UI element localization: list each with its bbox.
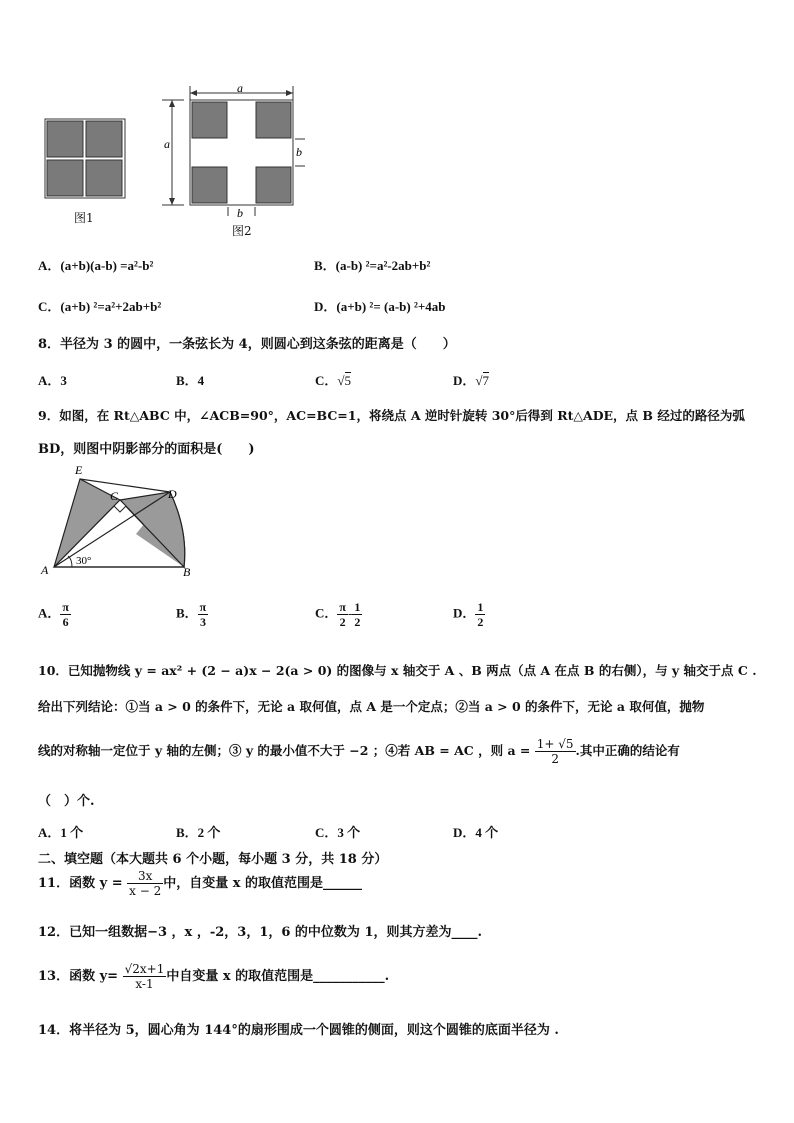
fraction — [127, 869, 163, 898]
fig2-label-a-top: a — [237, 81, 243, 95]
q11 — [38, 869, 362, 898]
q14: 14．将半径为 5，圆心角为 144°的扇形围成一个圆锥的侧面，则这个圆锥的底面半径为 . — [38, 1023, 559, 1038]
fraction — [352, 600, 362, 629]
fig1-square-tl — [47, 121, 83, 157]
q12: 12．已知一组数据−3 ，x ，-2，3，1，6 的中位数为 1，则其方差为____. — [38, 925, 483, 940]
q10-line4: （ ）个. — [38, 794, 95, 809]
q10-option-a: A．1 个 — [38, 825, 84, 840]
q10-line3-pre: 线的对称轴一定位于 y 轴的左侧；③ y 的最小值不大于 −2 ；④若 AB = AC ，则 a = — [38, 743, 531, 758]
q9-option-a — [38, 600, 71, 629]
fig2-label-a-left: a — [164, 137, 170, 151]
denominator: 6 — [62, 615, 69, 629]
denominator: 2 — [477, 615, 484, 629]
fig2-square-tr — [256, 102, 291, 138]
q9-line2: BD，则图中阴影部分的面积是( ) — [38, 442, 255, 457]
q7-option-c: C．(a+b) ²=a²+2ab+b² — [38, 299, 162, 314]
q8-option-d-prefix: D． — [453, 373, 476, 388]
sqrt-symbol: √ — [337, 373, 345, 388]
fraction — [337, 600, 348, 629]
numerator: 1 — [477, 600, 484, 614]
numerator: π — [199, 600, 207, 614]
fraction — [123, 962, 167, 991]
sqrt-symbol: √ — [475, 373, 483, 388]
q8-option-c-prefix: C． — [315, 373, 338, 388]
fraction — [535, 737, 576, 766]
q8-option-c — [315, 370, 351, 389]
q13-post: 中自变量 x 的取值范围是___________. — [166, 969, 390, 984]
q8-option-b: B．4 — [176, 373, 205, 388]
numerator: π — [62, 600, 69, 614]
q9-fig-label-c: C — [110, 489, 119, 503]
denominator: 2 — [551, 752, 559, 766]
fig2-label-b-bottom: b — [237, 206, 243, 220]
q10-line3-post: .其中正确的结论有 — [575, 743, 680, 758]
numerator: √2x+1 — [124, 962, 165, 976]
q10-line2: 给出下列结论：①当 a > 0 的条件下，无论 a 取何值，点 A 是一个定点；②当 a > 0 的条件下，无论 a 取何值，抛物 — [38, 699, 705, 714]
numerator: 1 — [354, 600, 361, 614]
fig1-square-tr — [86, 121, 122, 157]
figure-1 — [44, 118, 128, 200]
fig2-square-bl — [192, 167, 227, 203]
q9-fig-angle: 30° — [76, 555, 92, 567]
denominator: x − 2 — [129, 884, 162, 898]
q9-option-c — [315, 600, 362, 629]
q9-option-d — [453, 600, 485, 629]
q9-figure — [38, 460, 198, 580]
fig1-square-br — [86, 160, 122, 196]
numerator: 3x — [127, 869, 163, 884]
fig2-label-b-right: b — [296, 145, 302, 159]
fraction — [198, 600, 209, 629]
figure-2-caption: 图2 — [232, 224, 252, 238]
q9-option-d-prefix: D． — [453, 605, 476, 621]
q8-option-a: A．3 — [38, 373, 67, 388]
denominator: x-1 — [135, 977, 154, 991]
q9-fig-label-a: A — [41, 563, 49, 577]
figure-2 — [160, 80, 310, 225]
fig1-square-bl — [47, 160, 83, 196]
q10-line3 — [38, 737, 680, 766]
q8-option-d-value: 7 — [482, 373, 490, 388]
q9-option-b — [176, 600, 208, 629]
q10-option-b: B．2 个 — [176, 825, 221, 840]
fraction — [60, 600, 71, 629]
q11-pre: 11．函数 y = — [38, 876, 123, 891]
q9-line1: 9．如图，在 Rt△ABC 中，∠ACB=90°，AC=BC=1，将绕点 A 逆时针旋转 30°后得到 Rt△ADE，点 B 经过的路径为弧 — [38, 408, 745, 423]
q7-option-b: B．(a-b) ²=a²-2ab+b² — [314, 258, 431, 273]
q7-option-a: A．(a+b)(a-b) =a²-b² — [38, 258, 154, 273]
q7-option-d: D．(a+b) ²= (a-b) ²+4ab — [314, 299, 446, 314]
figure-1-caption: 图1 — [74, 211, 94, 225]
q10-line1: 10．已知抛物线 y = ax² + (2 − a)x − 2(a > 0) 的图像与 x 轴交于 A 、B 两点（点 A 在点 B 的右侧），与 y 轴交于点 C . — [38, 663, 757, 678]
q9-option-a-prefix: A． — [38, 605, 61, 621]
numerator: π — [339, 600, 346, 614]
q9-fig-label-e: E — [75, 463, 83, 477]
denominator: 2 — [339, 615, 346, 629]
numerator: 1+ √5 — [536, 737, 574, 751]
q8-option-c-value: 5 — [344, 373, 352, 388]
fraction — [475, 600, 485, 629]
fig2-square-tl — [192, 102, 227, 138]
q8-option-d — [453, 370, 489, 389]
q10-option-c: C．3 个 — [315, 825, 361, 840]
q9-fig-label-b: B — [183, 565, 191, 579]
q13-pre: 13．函数 y= — [38, 969, 119, 984]
section-heading: 二、填空题（本大题共 6 个小题，每小题 3 分，共 18 分） — [38, 852, 388, 867]
q11-post: 中，自变量 x 的取值范围是______ — [163, 876, 363, 891]
q8-stem: 8．半径为 3 的圆中，一条弦长为 4，则圆心到这条弦的距离是（ ） — [38, 337, 456, 352]
q10-option-d: D．4 个 — [453, 825, 499, 840]
denominator: 3 — [199, 615, 206, 629]
q13 — [38, 962, 389, 991]
q9-fig-label-d: D — [168, 487, 177, 501]
q9-option-c-prefix: C． — [315, 605, 338, 621]
q9-option-b-prefix: B． — [176, 605, 198, 621]
denominator: 2 — [354, 615, 361, 629]
fig2-square-br — [256, 167, 291, 203]
minus-sign: - — [347, 605, 353, 621]
